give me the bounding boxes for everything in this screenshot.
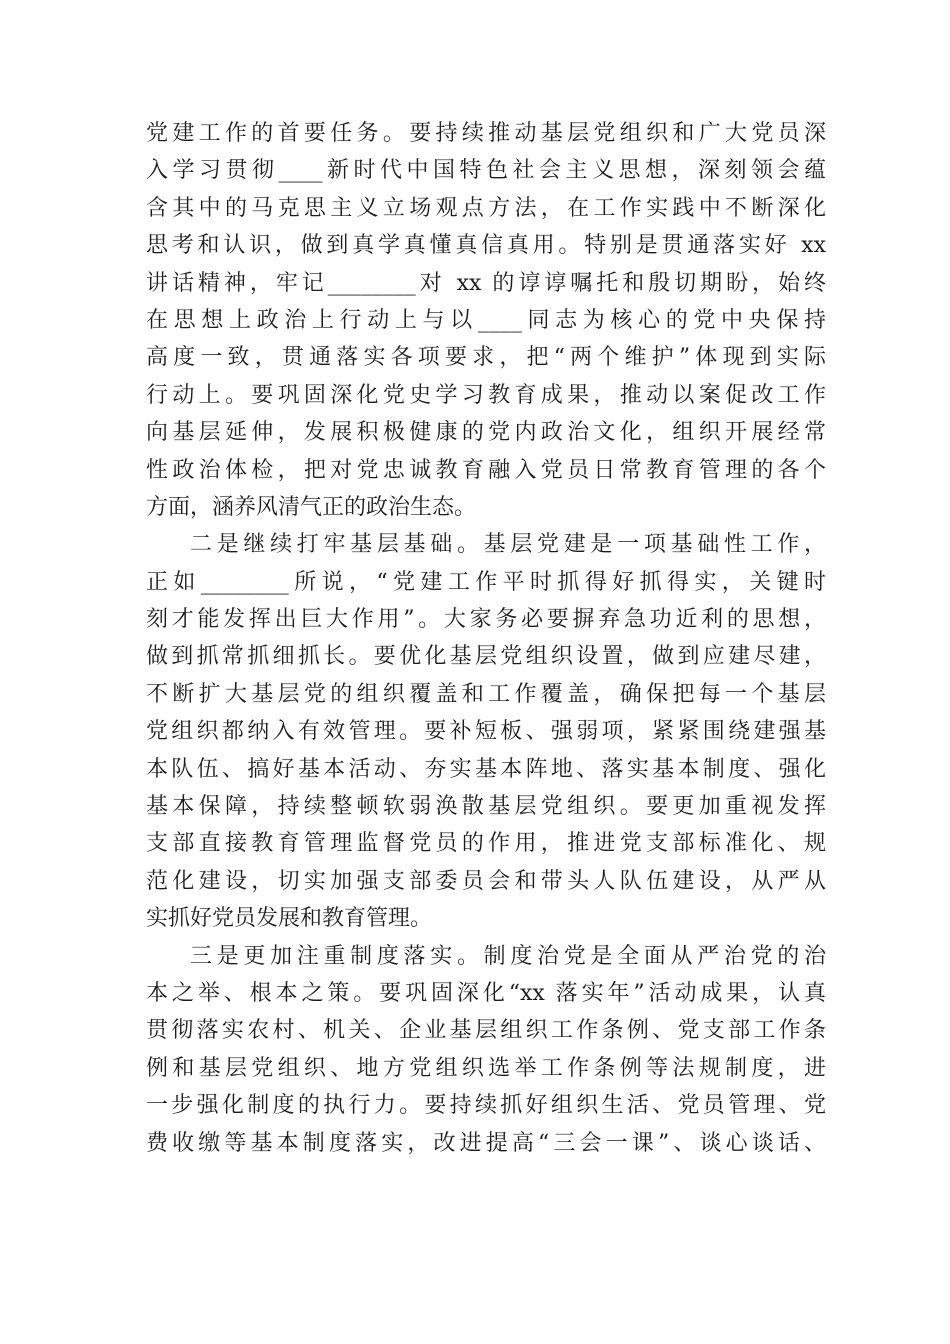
text-line: 本队伍、搞好基本活动、夯实基本阵地、落实基本制度、强化 <box>146 756 826 782</box>
text-line: 做到抓常抓细抓长。要优化基层党组织设置，做到应建尽建， <box>146 644 826 670</box>
text-line: 刻才能发挥出巨大作用”。大家务必要摒弃急功近利的思想， <box>146 607 826 633</box>
text-line: 在思想上政治上行动上与以____同志为核心的党中央保持 <box>146 307 826 333</box>
text-line: 本之举、根本之策。要巩固深化“xx 落实年”活动成果，认真 <box>146 980 826 1006</box>
text-line: 正如________所说，“党建工作平时抓得好抓得实，关键时 <box>146 569 826 595</box>
paragraph-end-line: 方面，涵养风清气正的政治生态。 <box>146 494 477 520</box>
text-line: 党建工作的首要任务。要持续推动基层党组织和广大党员深 <box>146 121 826 146</box>
text-line: 例和基层党组织、地方党组织选举工作条例等法规制度，进 <box>146 1055 826 1081</box>
text-line: 讲话精神，牢记________对 xx 的谆谆嘱托和殷切期盼，始终 <box>146 270 826 296</box>
text-line: 支部直接教育管理监督党员的作用，推进党支部标准化、规 <box>146 831 826 857</box>
text-line: 高度一致，贯通落实各项要求，把“两个维护”体现到实际 <box>146 345 826 371</box>
text-line: 性政治体检，把对党忠诚教育融入党员日常教育管理的各个 <box>146 457 826 483</box>
text-line: 不断扩大基层党的组织覆盖和工作覆盖，确保把每一个基层 <box>146 681 826 707</box>
text-line: 费收缴等基本制度落实，改进提高“三会一课”、谈心谈话、 <box>146 1130 826 1156</box>
text-line: 党组织都纳入有效管理。要补短板、强弱项，紧紧围绕建强基 <box>146 719 826 745</box>
paragraph-first-line: 二是继续打牢基层基础。基层党建是一项基础性工作， <box>190 532 826 558</box>
text-line: 含其中的马克思主义立场观点方法，在工作实践中不断深化 <box>146 195 826 221</box>
text-line: 贯彻落实农村、机关、企业基层组织工作条例、党支部工作条 <box>146 1018 826 1044</box>
text-line: 一步强化制度的执行力。要持续抓好组织生活、党员管理、党 <box>146 1093 826 1119</box>
text-line: 行动上。要巩固深化党史学习教育成果，推动以案促改工作 <box>146 382 826 408</box>
text-line: 入学习贯彻____新时代中国特色社会主义思想，深刻领会蕴 <box>146 158 826 184</box>
paragraph-end-line: 实抓好党员发展和教育管理。 <box>146 906 433 932</box>
text-line: 思考和认识，做到真学真懂真信真用。特别是贯通落实好 xx <box>146 233 826 259</box>
text-line: 基本保障，持续整顿软弱涣散基层党组织。要更加重视发挥 <box>146 794 826 820</box>
text-line: 范化建设，切实加强支部委员会和带头人队伍建设，从严从 <box>146 868 826 894</box>
body-text <box>146 115 826 1162</box>
text-line: 向基层延伸，发展积极健康的党内政治文化，组织开展经常 <box>146 420 826 446</box>
paragraph-first-line: 三是更加注重制度落实。制度治党是全面从严治党的治 <box>190 943 826 969</box>
